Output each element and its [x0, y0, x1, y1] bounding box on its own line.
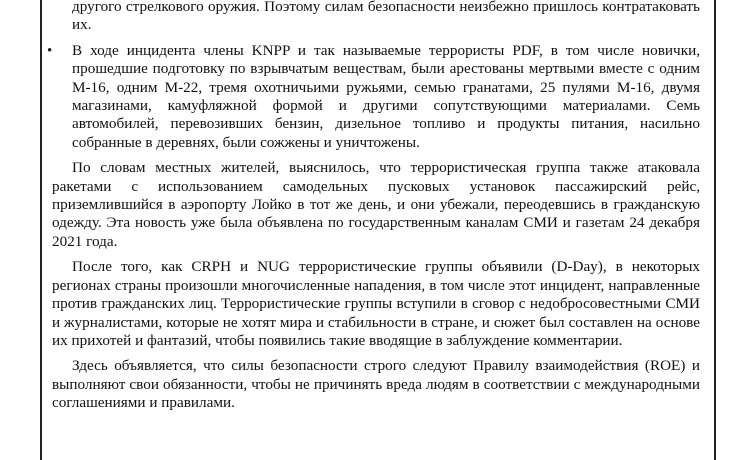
- paragraph-3: Здесь объявляется, что силы безопасности строго следуют Правилу взаимодействия (ROE) и выполняют свои обязанности, чтобы не причинять вреда людям в соответствии с международными соглашениями и правилами.: [52, 357, 700, 412]
- bullet-continuation-text: другого стрелкового оружия. Поэтому силам безопасности неизбежно пришлось контратаковать их.: [72, 0, 700, 34]
- paragraph-1: По словам местных жителей, выяснилось, что террористическая группа также атаковала ракетами с использованием самодельных пусковых установок пассажирский рейс, приземлившийся в аэропорту Лойко в тот же день, и они убежали, переодевшись в гражданскую одежду. Эта новость уже была объявлена по государственным каналам СМИ и газетам 24 декабря 2021 года.: [52, 159, 700, 250]
- bullet-symbol: •: [47, 42, 53, 59]
- bullet-item-text: В ходе инцидента члены KNPP и так называемые террористы PDF, в том числе новички, прошедшие подготовку по взрывчатым веществам, были арестованы мертвыми вместе с одним М-16, одним М-22, тремя охотничьими ружьями, семью гранатами, 25 пулями М-16, двумя магазинами, камуфляжной формой и другими сопутствующими материалами. Семь автомобилей, перевозивших бензин, дизельное топливо и продукты питания, насильно собранные в деревнях, были сожжены и уничтожены.: [72, 41, 700, 151]
- page-border-left: [40, 0, 42, 460]
- page-border-right: [714, 0, 716, 460]
- bullet-item: [47, 41, 700, 152]
- bullet-item-previous: [52, 0, 700, 35]
- document-body: [47, 0, 700, 413]
- paragraph-2: После того, как CRPH и NUG террористические группы объявили (D-Day), в некоторых регионах страны произошли многочисленные нападения, в том числе этот инцидент, направленные против гражданских лиц. Террористические группы вступили в сговор с недобросовестными СМИ и журналистами, которые не хотят мира и стабильности в стране, и сюжет был составлен на основе их прихотей и фантазий, чтобы появились такие вводящие в заблуждение комментарии.: [52, 258, 700, 349]
